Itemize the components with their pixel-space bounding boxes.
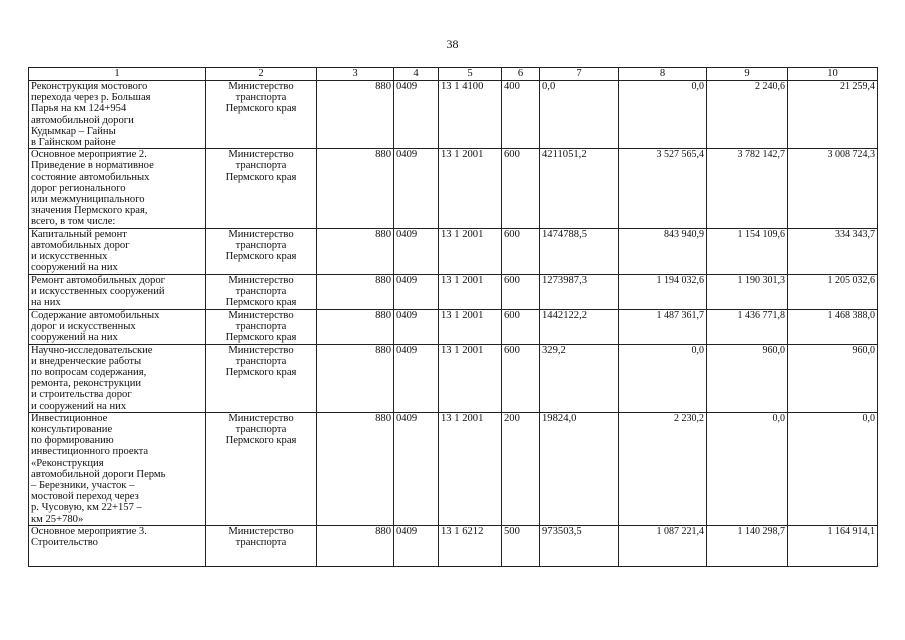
table-row (29, 309, 878, 344)
row-year0-cell: 1442122,2 (540, 309, 619, 344)
row-year1-cell: 2 230,2 (619, 412, 707, 525)
page-number: 38 (446, 37, 459, 51)
budget-table (28, 67, 878, 567)
row-year0-cell: 1273987,3 (540, 274, 619, 309)
row-year3-cell: 960,0 (788, 344, 878, 412)
table-row (29, 228, 878, 274)
table-header-row (29, 68, 878, 81)
row-name-cell: Инвестиционное консультирование по формированию инвестиционного проекта «Реконструкция автомобильной дороги Пермь – Березники, участок – мостовой переход через р. Чусовую, км 22+157 – км 25+780» (29, 412, 206, 525)
row-csr-cell: 13 1 2001 (439, 412, 502, 525)
row-grbs-cell: 880 (317, 525, 394, 566)
row-year1-cell: 0,0 (619, 81, 707, 149)
row-name-cell: Капитальный ремонт автомобильных дорог и искусственных сооружений на них (29, 228, 206, 274)
row-year1-cell: 1 487 361,7 (619, 309, 707, 344)
row-org-cell: Министерство транспорта (206, 525, 317, 566)
row-org-cell: Министерство транспорта Пермского края (206, 274, 317, 309)
row-name-cell: Основное мероприятие 2. Приведение в нормативное состояние автомобильных дорог регионального или межмуниципального значения Пермского края, всего, в том числе: (29, 149, 206, 228)
table-row (29, 525, 878, 566)
row-name-cell: Научно-исследовательские и внедренческие работы по вопросам содержания, ремонта, реконструкции и строительства дорог и сооружений на них (29, 344, 206, 412)
row-year2-cell: 960,0 (707, 344, 788, 412)
row-org-cell: Министерство транспорта Пермского края (206, 344, 317, 412)
row-year2-cell: 1 436 771,8 (707, 309, 788, 344)
row-name-cell: Содержание автомобильных дорог и искусственных сооружений на них (29, 309, 206, 344)
row-year2-cell: 1 154 109,6 (707, 228, 788, 274)
row-year2-cell: 3 782 142,7 (707, 149, 788, 228)
row-vr-cell: 600 (502, 149, 540, 228)
row-csr-cell: 13 1 2001 (439, 274, 502, 309)
row-rzpr-cell: 0409 (394, 228, 439, 274)
row-rzpr-cell: 0409 (394, 412, 439, 525)
row-csr-cell: 13 1 2001 (439, 228, 502, 274)
row-grbs-cell: 880 (317, 309, 394, 344)
row-grbs-cell: 880 (317, 412, 394, 525)
row-year3-cell: 0,0 (788, 412, 878, 525)
row-grbs-cell: 880 (317, 228, 394, 274)
row-year1-cell: 1 087 221,4 (619, 525, 707, 566)
column-header: 5 (439, 68, 502, 81)
row-year2-cell: 2 240,6 (707, 81, 788, 149)
column-header: 7 (540, 68, 619, 81)
row-year3-cell: 21 259,4 (788, 81, 878, 149)
row-vr-cell: 400 (502, 81, 540, 149)
row-vr-cell: 600 (502, 274, 540, 309)
row-name-cell: Реконструкция мостового перехода через р. Большая Парья на км 124+954 автомобильной дороги Кудымкар – Гайны в Гайнском районе (29, 81, 206, 149)
row-org-cell: Министерство транспорта Пермского края (206, 309, 317, 344)
row-grbs-cell: 880 (317, 344, 394, 412)
row-grbs-cell: 880 (317, 81, 394, 149)
row-rzpr-cell: 0409 (394, 81, 439, 149)
row-csr-cell: 13 1 6212 (439, 525, 502, 566)
row-csr-cell: 13 1 4100 (439, 81, 502, 149)
row-year0-cell: 1474788,5 (540, 228, 619, 274)
column-header: 9 (707, 68, 788, 81)
column-header: 8 (619, 68, 707, 81)
row-year0-cell: 19824,0 (540, 412, 619, 525)
row-vr-cell: 600 (502, 309, 540, 344)
column-header: 6 (502, 68, 540, 81)
column-header: 10 (788, 68, 878, 81)
row-year3-cell: 1 468 388,0 (788, 309, 878, 344)
column-header: 4 (394, 68, 439, 81)
row-grbs-cell: 880 (317, 274, 394, 309)
table-row (29, 81, 878, 149)
row-csr-cell: 13 1 2001 (439, 149, 502, 228)
table-row (29, 344, 878, 412)
row-vr-cell: 500 (502, 525, 540, 566)
row-year3-cell: 1 164 914,1 (788, 525, 878, 566)
row-rzpr-cell: 0409 (394, 309, 439, 344)
row-org-cell: Министерство транспорта Пермского края (206, 412, 317, 525)
row-year1-cell: 843 940,9 (619, 228, 707, 274)
row-year3-cell: 334 343,7 (788, 228, 878, 274)
row-year1-cell: 3 527 565,4 (619, 149, 707, 228)
row-name-cell: Основное мероприятие 3. Строительство (29, 525, 206, 566)
row-org-cell: Министерство транспорта Пермского края (206, 149, 317, 228)
column-header: 3 (317, 68, 394, 81)
row-year0-cell: 4211051,2 (540, 149, 619, 228)
row-year2-cell: 1 190 301,3 (707, 274, 788, 309)
row-year2-cell: 1 140 298,7 (707, 525, 788, 566)
row-rzpr-cell: 0409 (394, 525, 439, 566)
row-rzpr-cell: 0409 (394, 149, 439, 228)
row-year0-cell: 329,2 (540, 344, 619, 412)
table-row (29, 149, 878, 228)
row-vr-cell: 600 (502, 344, 540, 412)
row-grbs-cell: 880 (317, 149, 394, 228)
row-rzpr-cell: 0409 (394, 344, 439, 412)
row-year3-cell: 3 008 724,3 (788, 149, 878, 228)
row-year1-cell: 0,0 (619, 344, 707, 412)
row-org-cell: Министерство транспорта Пермского края (206, 81, 317, 149)
row-year0-cell: 0,0 (540, 81, 619, 149)
table-row (29, 274, 878, 309)
row-rzpr-cell: 0409 (394, 274, 439, 309)
row-name-cell: Ремонт автомобильных дорог и искусственных сооружений на них (29, 274, 206, 309)
table-row (29, 412, 878, 525)
row-year0-cell: 973503,5 (540, 525, 619, 566)
row-csr-cell: 13 1 2001 (439, 344, 502, 412)
row-vr-cell: 600 (502, 228, 540, 274)
row-org-cell: Министерство транспорта Пермского края (206, 228, 317, 274)
row-vr-cell: 200 (502, 412, 540, 525)
row-year1-cell: 1 194 032,6 (619, 274, 707, 309)
row-year2-cell: 0,0 (707, 412, 788, 525)
row-csr-cell: 13 1 2001 (439, 309, 502, 344)
column-header: 1 (29, 68, 206, 81)
row-year3-cell: 1 205 032,6 (788, 274, 878, 309)
column-header: 2 (206, 68, 317, 81)
